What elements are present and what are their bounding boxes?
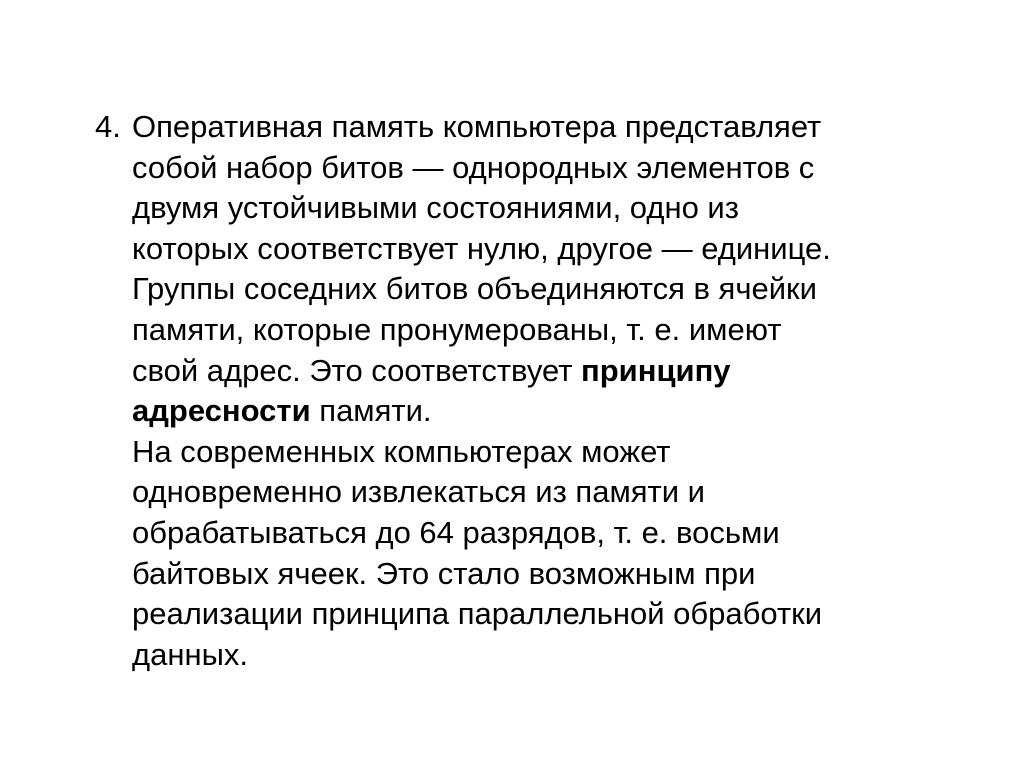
- text-line: байтовых ячеек. Это стало возможным при: [132, 555, 756, 591]
- paragraph-memory-description: [132, 107, 975, 432]
- list-item-number: 4.: [95, 109, 121, 144]
- text-fragment: свой адрес. Это соответствует: [132, 352, 582, 388]
- text-line: двумя устойчивыми состояниями, одно из: [132, 190, 739, 226]
- text-line: Группы соседних битов объединяются в ячейки: [132, 271, 817, 307]
- bold-term-principle: принципу: [581, 352, 731, 388]
- text-line: которых соответствует нулю, другое — единице.: [132, 230, 831, 266]
- text-line: собой набор битов — однородных элементов с: [132, 149, 815, 185]
- text-line: [132, 391, 975, 432]
- text-line: одновременно извлекаться из памяти и: [132, 474, 705, 510]
- slide-text-block: [95, 107, 975, 675]
- paragraph-parallel-processing: [132, 432, 975, 676]
- bold-term-addressing: адресности: [132, 393, 311, 429]
- text-line: реализации принципа параллельной обработки: [132, 596, 823, 632]
- text-line: На современных компьютерах может: [132, 433, 671, 469]
- text-line: данных.: [132, 636, 248, 672]
- text-line: Оперативная память компьютера представляет: [132, 109, 822, 144]
- text-fragment: памяти.: [310, 393, 432, 429]
- text-line: [132, 351, 975, 392]
- text-line: памяти, которые пронумерованы, т. е. имеют: [132, 311, 782, 347]
- text-line: обрабатываться до 64 разрядов, т. е. восьми: [132, 514, 780, 550]
